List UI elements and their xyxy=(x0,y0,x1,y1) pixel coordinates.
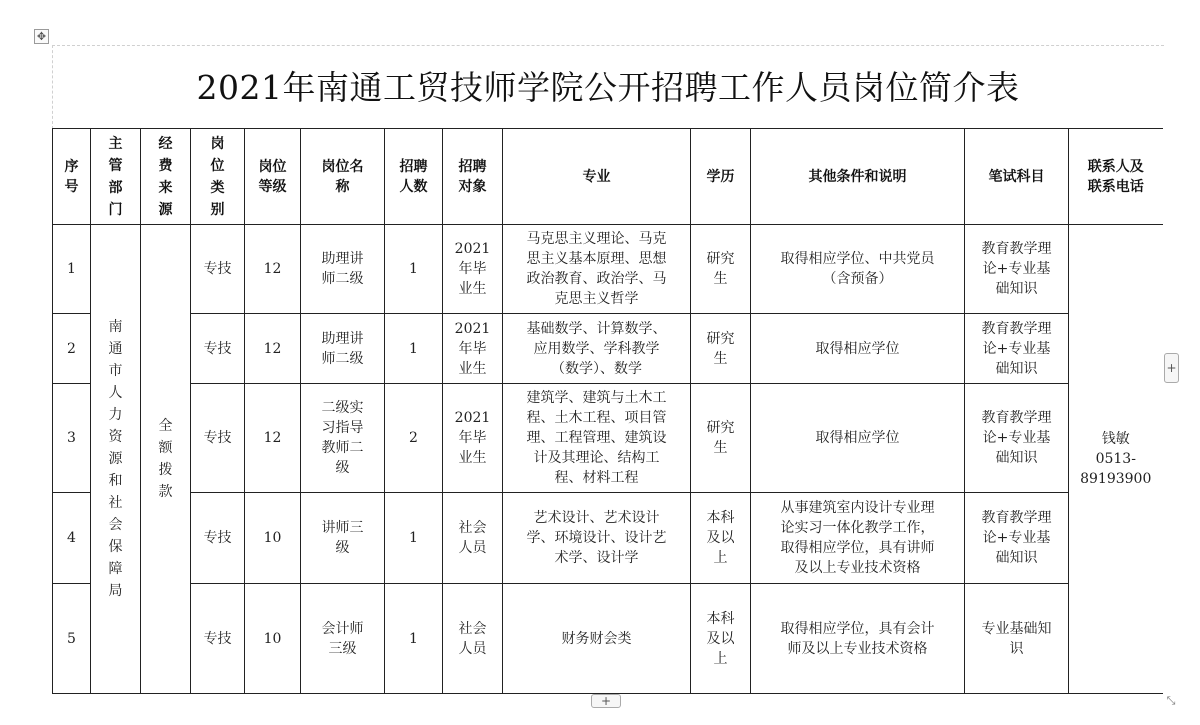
cell-position-name: 助理讲 师二级 xyxy=(301,314,385,384)
document-title: 2021年南通工贸技师学院公开招聘工作人员岗位简介表 xyxy=(196,68,1020,107)
cell-category: 专技 xyxy=(191,584,245,694)
cell-count: 2 xyxy=(385,384,443,493)
page-margin-guide xyxy=(52,45,1164,46)
cell-conditions: 取得相应学位、中共党员 （含预备） xyxy=(751,225,965,314)
cell-fund-merged: 全 额 拨 款 xyxy=(141,225,191,694)
cell-level: 10 xyxy=(245,493,301,584)
cell-level: 12 xyxy=(245,314,301,384)
header-count: 招聘 人数 xyxy=(385,129,443,225)
cell-dept-merged: 南 通 市 人 力 资 源 和 社 会 保 障 局 xyxy=(91,225,141,694)
recruitment-table xyxy=(52,128,1163,694)
cell-category: 专技 xyxy=(191,225,245,314)
cell-category: 专技 xyxy=(191,314,245,384)
cell-education: 本科 及以 上 xyxy=(691,584,751,694)
cell-level: 12 xyxy=(245,225,301,314)
table-row xyxy=(53,493,1163,584)
header-conditions: 其他条件和说明 xyxy=(751,129,965,225)
cell-seq: 5 xyxy=(53,584,91,694)
cell-position-name: 二级实 习指导 教师二 级 xyxy=(301,384,385,493)
table-row xyxy=(53,384,1163,493)
cell-conditions: 取得相应学位，具有会计 师及以上专业技术资格 xyxy=(751,584,965,694)
cell-exam: 专业基础知 识 xyxy=(965,584,1069,694)
cell-category: 专技 xyxy=(191,384,245,493)
add-column-button[interactable]: + xyxy=(1164,353,1179,383)
cell-seq: 1 xyxy=(53,225,91,314)
cell-target: 2021 年毕 业生 xyxy=(443,225,503,314)
cell-position-name: 讲师三 级 xyxy=(301,493,385,584)
table-move-handle-icon[interactable]: ✥ xyxy=(34,29,49,44)
cell-seq: 2 xyxy=(53,314,91,384)
table-row xyxy=(53,314,1163,384)
table-resize-icon[interactable]: ⤡ xyxy=(1166,694,1176,707)
header-level: 岗位 等级 xyxy=(245,129,301,225)
cell-education: 本科 及以 上 xyxy=(691,493,751,584)
cell-target: 2021 年毕 业生 xyxy=(443,314,503,384)
cell-position-name: 助理讲 师二级 xyxy=(301,225,385,314)
table-row xyxy=(53,584,1163,694)
cell-count: 1 xyxy=(385,493,443,584)
header-target: 招聘 对象 xyxy=(443,129,503,225)
cell-target: 2021 年毕 业生 xyxy=(443,384,503,493)
cell-target: 社会 人员 xyxy=(443,584,503,694)
cell-major: 建筑学、建筑与土木工 程、土木工程、项目管 理、工程管理、建筑设 计及其理论、结构工 程、材料工程 xyxy=(503,384,691,493)
table-row xyxy=(53,225,1163,314)
cell-major: 马克思主义理论、马克 思主义基本原理、思想 政治教育、政治学、马 克思主义哲学 xyxy=(503,225,691,314)
cell-major: 财务财会类 xyxy=(503,584,691,694)
header-major: 专业 xyxy=(503,129,691,225)
cell-exam: 教育教学理 论+专业基 础知识 xyxy=(965,384,1069,493)
cell-position-name: 会计师 三级 xyxy=(301,584,385,694)
header-exam: 笔试科目 xyxy=(965,129,1069,225)
cell-target: 社会 人员 xyxy=(443,493,503,584)
cell-education: 研究 生 xyxy=(691,314,751,384)
cell-category: 专技 xyxy=(191,493,245,584)
header-position-name: 岗位名 称 xyxy=(301,129,385,225)
cell-count: 1 xyxy=(385,314,443,384)
cell-count: 1 xyxy=(385,584,443,694)
cell-count: 1 xyxy=(385,225,443,314)
header-dept: 主 管 部 门 xyxy=(91,129,141,225)
cell-exam: 教育教学理 论+专业基 础知识 xyxy=(965,493,1069,584)
cell-level: 10 xyxy=(245,584,301,694)
cell-seq: 3 xyxy=(53,384,91,493)
cell-seq: 4 xyxy=(53,493,91,584)
cell-education: 研究 生 xyxy=(691,225,751,314)
cell-education: 研究 生 xyxy=(691,384,751,493)
cell-major: 艺术设计、艺术设计 学、环境设计、设计艺 术学、设计学 xyxy=(503,493,691,584)
header-seq: 序 号 xyxy=(53,129,91,225)
cell-major: 基础数学、计算数学、 应用数学、学科教学 （数学）、数学 xyxy=(503,314,691,384)
header-category: 岗 位 类 别 xyxy=(191,129,245,225)
cell-exam: 教育教学理 论+专业基 础知识 xyxy=(965,314,1069,384)
header-contact: 联系人及 联系电话 xyxy=(1069,129,1163,225)
cell-conditions: 从事建筑室内设计专业理 论实习一体化教学工作， 取得相应学位，具有讲师 及以上专业技术资格 xyxy=(751,493,965,584)
cell-conditions: 取得相应学位 xyxy=(751,314,965,384)
header-education: 学历 xyxy=(691,129,751,225)
add-row-button[interactable]: + xyxy=(591,694,621,708)
header-fund: 经 费 来 源 xyxy=(141,129,191,225)
cell-exam: 教育教学理 论+专业基 础知识 xyxy=(965,225,1069,314)
cell-conditions: 取得相应学位 xyxy=(751,384,965,493)
cell-contact-merged: 钱敏 0513- 89193900 xyxy=(1069,225,1163,694)
cell-level: 12 xyxy=(245,384,301,493)
header-row xyxy=(53,129,1163,225)
